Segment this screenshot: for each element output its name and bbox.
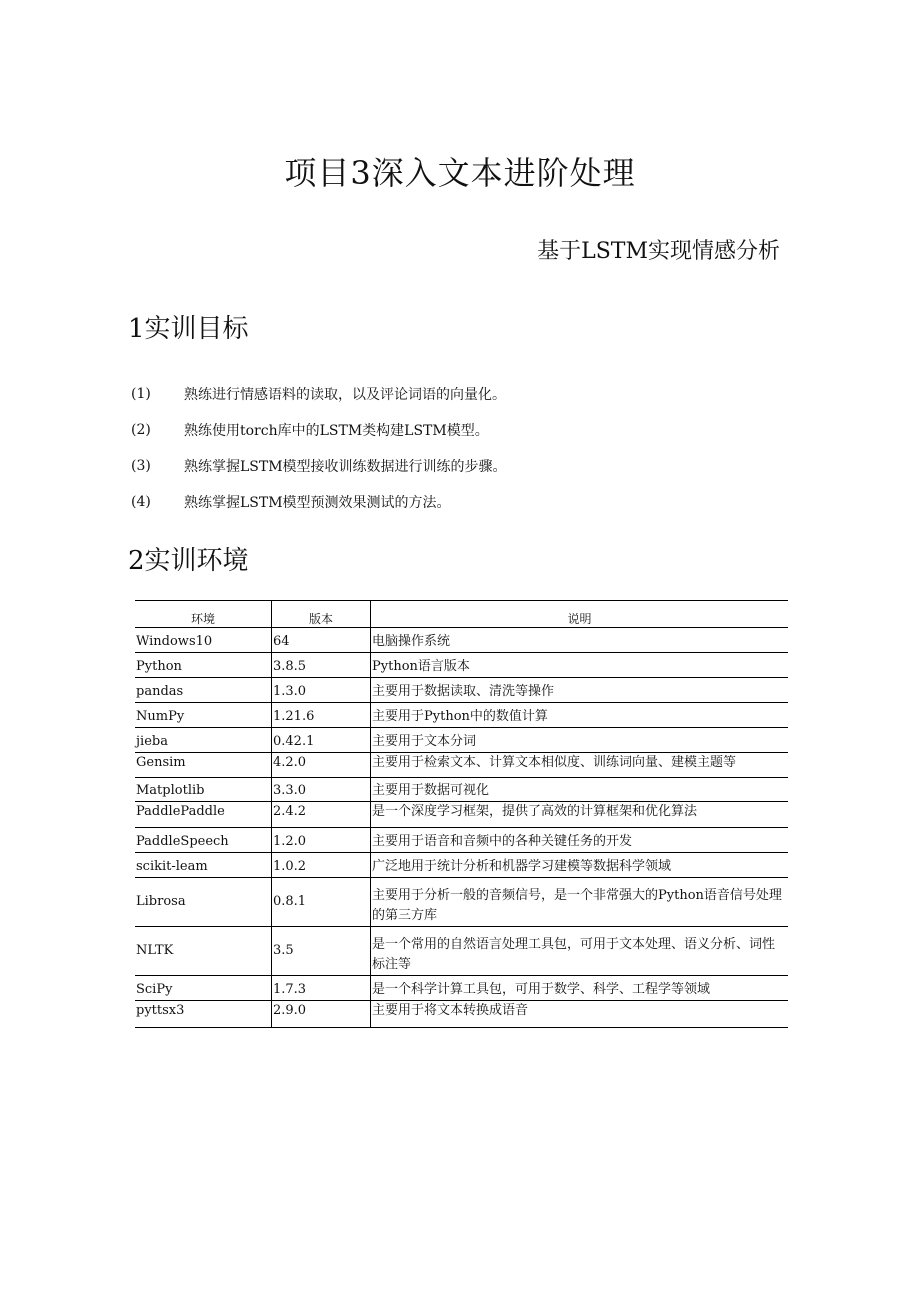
cell-env: jieba — [135, 728, 272, 753]
environment-table — [135, 600, 788, 1028]
section-heading-goals: 1实训目标 — [128, 314, 249, 344]
cell-description: 是一个常用的自然语言处理工具包，可用于文本处理、语义分析、词性标注等 — [371, 927, 789, 976]
cell-description: 是一个深度学习框架，提供了高效的计算框架和优化算法 — [371, 802, 789, 828]
page-title: 项目3深入文本进阶处理 — [284, 154, 636, 192]
goal-text: 熟练使用torch库中的LSTM类构建LSTM模型。 — [184, 423, 489, 439]
cell-version: 3.3.0 — [272, 778, 371, 802]
section-heading-environment: 2实训环境 — [128, 546, 249, 576]
cell-description: 主要用于分析一般的音频信号，是一个非常强大的Python语音信号处理的第三方库 — [371, 878, 789, 927]
cell-description: 电脑操作系统 — [371, 628, 789, 653]
cell-version: 0.42.1 — [272, 728, 371, 753]
cell-env: pandas — [135, 678, 272, 703]
cell-description: 主要用于将文本转换成语音 — [371, 1001, 789, 1028]
cell-version: 1.0.2 — [272, 853, 371, 878]
cell-env: pyttsx3 — [135, 1001, 272, 1028]
cell-env: Windows10 — [135, 628, 272, 653]
list-item — [131, 448, 791, 484]
cell-env: NLTK — [135, 927, 272, 976]
cell-version: 1.21.6 — [272, 703, 371, 728]
cell-description: 主要用于检索文本、计算文本相似度、训练词向量、建模主题等 — [371, 753, 789, 778]
cell-version: 2.4.2 — [272, 802, 371, 828]
goals-list — [131, 376, 791, 520]
cell-version: 4.2.0 — [272, 753, 371, 778]
cell-description: 广泛地用于统计分析和机器学习建模等数据科学领域 — [371, 853, 789, 878]
goal-text: 熟练掌握LSTM模型预测效果测试的方法。 — [184, 495, 451, 511]
cell-version: 3.8.5 — [272, 653, 371, 678]
table-row — [135, 853, 788, 878]
table-row — [135, 828, 788, 853]
cell-description: 主要用于文本分词 — [371, 728, 789, 753]
cell-env: SciPy — [135, 976, 272, 1001]
table-row — [135, 976, 788, 1001]
cell-version: 1.2.0 — [272, 828, 371, 853]
page-subtitle: 基于LSTM实现情感分析 — [537, 239, 780, 264]
table-row — [135, 778, 788, 802]
cell-description: 主要用于数据可视化 — [371, 778, 789, 802]
cell-env: Matplotlib — [135, 778, 272, 802]
cell-env: Gensim — [135, 753, 272, 778]
cell-env: Librosa — [135, 878, 272, 927]
cell-description: 主要用于Python中的数值计算 — [371, 703, 789, 728]
cell-version: 64 — [272, 628, 371, 653]
table-row — [135, 728, 788, 753]
table-row — [135, 703, 788, 728]
cell-description: Python语言版本 — [371, 653, 789, 678]
cell-version: 1.3.0 — [272, 678, 371, 703]
cell-env: Python — [135, 653, 272, 678]
goal-text: 熟练进行情感语料的读取，以及评论词语的向量化。 — [184, 387, 506, 403]
goal-number: (3) — [131, 458, 151, 474]
cell-description: 是一个科学计算工具包，可用于数学、科学、工程学等领域 — [371, 976, 789, 1001]
cell-version: 0.8.1 — [272, 878, 371, 927]
table-row — [135, 628, 788, 653]
table-header-row — [135, 601, 788, 628]
cell-version: 1.7.3 — [272, 976, 371, 1001]
column-header-description: 说明 — [371, 601, 789, 628]
goal-text: 熟练掌握LSTM模型接收训练数据进行训练的步骤。 — [184, 459, 507, 475]
table-row — [135, 927, 788, 976]
list-item — [131, 484, 791, 520]
goal-number: (4) — [131, 494, 151, 510]
list-item — [131, 412, 791, 448]
table-row — [135, 678, 788, 703]
table-row — [135, 653, 788, 678]
cell-description: 主要用于数据读取、清洗等操作 — [371, 678, 789, 703]
table-row — [135, 1001, 788, 1028]
table-row — [135, 878, 788, 927]
cell-version: 3.5 — [272, 927, 371, 976]
table-row — [135, 753, 788, 778]
list-item — [131, 376, 791, 412]
goal-number: (1) — [131, 386, 151, 402]
cell-env: PaddleSpeech — [135, 828, 272, 853]
cell-description: 主要用于语音和音频中的各种关键任务的开发 — [371, 828, 789, 853]
column-header-version: 版本 — [272, 601, 371, 628]
table-row — [135, 802, 788, 828]
cell-env: scikit-leam — [135, 853, 272, 878]
cell-env: NumPy — [135, 703, 272, 728]
cell-version: 2.9.0 — [272, 1001, 371, 1028]
cell-env: PaddlePaddle — [135, 802, 272, 828]
goal-number: (2) — [131, 422, 151, 438]
column-header-env: 环境 — [135, 601, 272, 628]
